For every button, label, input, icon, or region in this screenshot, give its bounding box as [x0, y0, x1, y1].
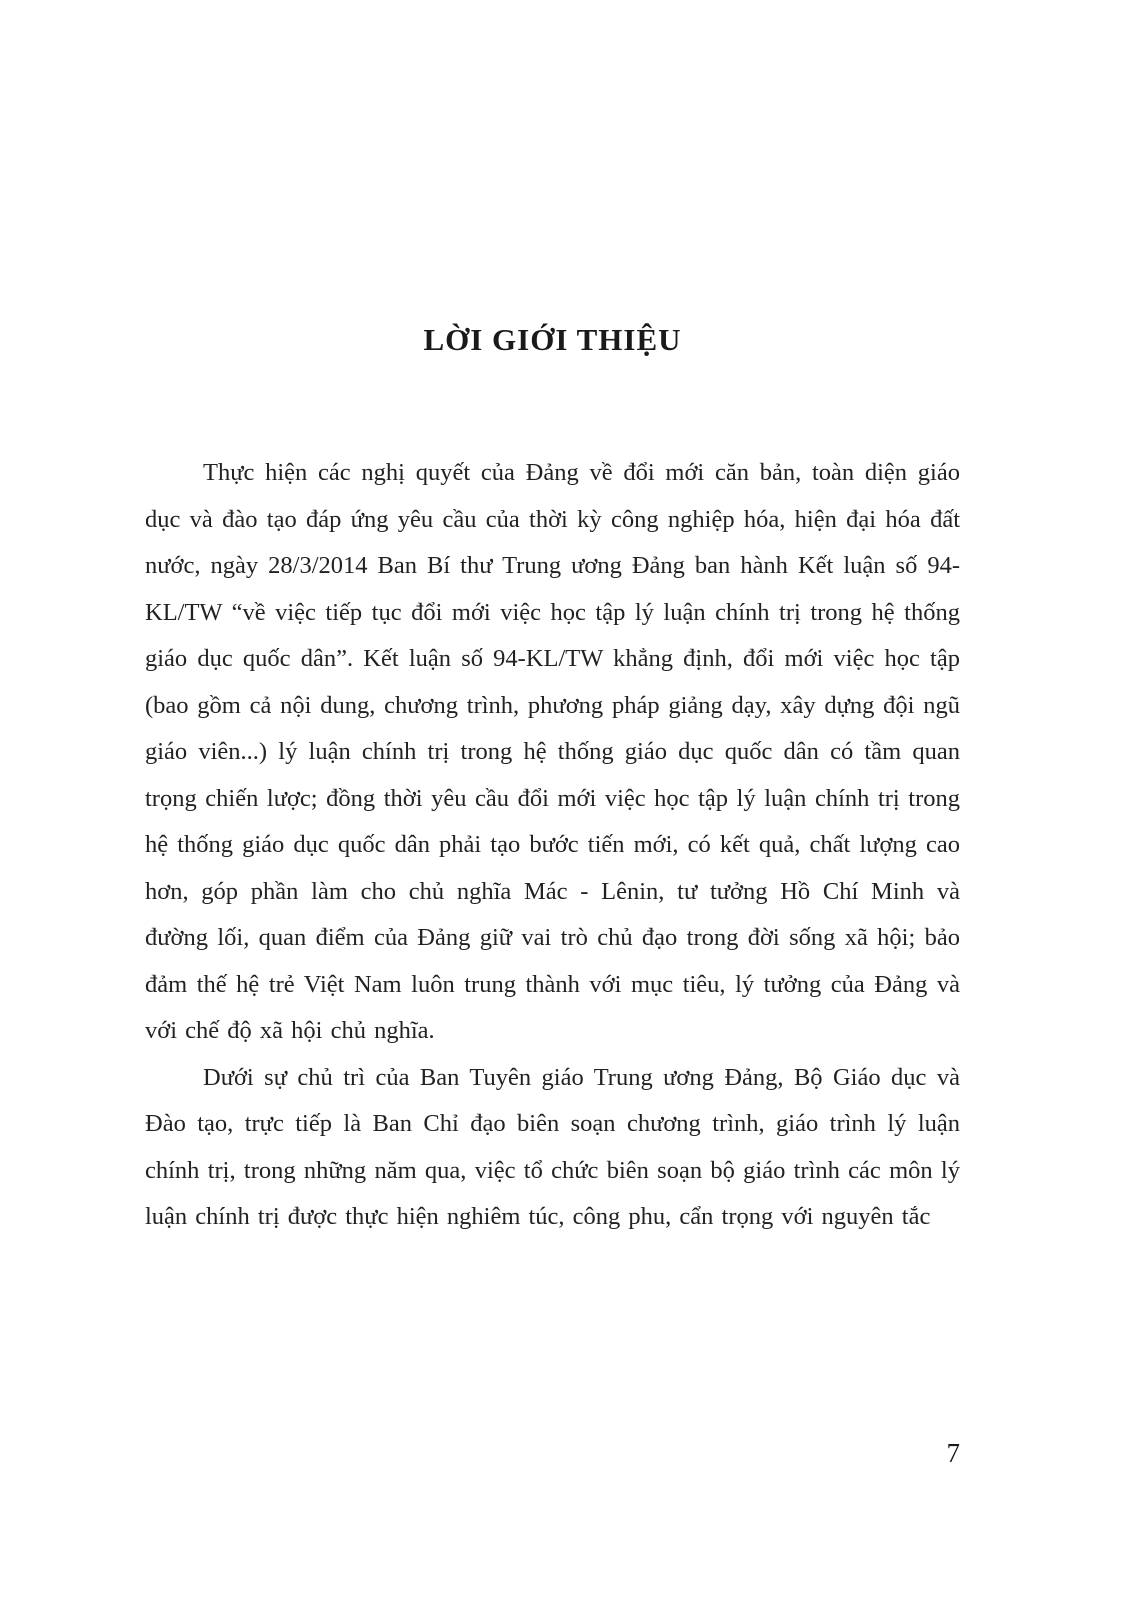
- paragraph-1: Thực hiện các nghị quyết của Đảng về đổi mới căn bản, toàn diện giáo dục và đào tạo đáp ứng yêu cầu của thời kỳ công nghiệp hóa, hiện đại hóa đất nước, ngày 28/3/2014 Ban Bí thư Trung ương Đảng ban hành Kết luận số 94-KL/TW “về việc tiếp tục đổi mới việc học tập lý luận chính trị trong hệ thống giáo dục quốc dân”. Kết luận số 94-KL/TW khẳng định, đổi mới việc học tập (bao gồm cả nội dung, chương trình, phương pháp giảng dạy, xây dựng đội ngũ giáo viên...) lý luận chính trị trong hệ thống giáo dục quốc dân có tầm quan trọng chiến lược; đồng thời yêu cầu đổi mới việc học tập lý luận chính trị trong hệ thống giáo dục quốc dân phải tạo bước tiến mới, có kết quả, chất lượng cao hơn, góp phần làm cho chủ nghĩa Mác - Lênin, tư tưởng Hồ Chí Minh và đường lối, quan điểm của Đảng giữ vai trò chủ đạo trong đời sống xã hội; bảo đảm thế hệ trẻ Việt Nam luôn trung thành với mục tiêu, lý tưởng của Đảng và với chế độ xã hội chủ nghĩa.: [145, 459, 960, 1044]
- page-number: 7: [946, 1438, 960, 1468]
- paragraph-2: Dưới sự chủ trì của Ban Tuyên giáo Trung ương Đảng, Bộ Giáo dục và Đào tạo, trực tiếp là Ban Chỉ đạo biên soạn chương trình, giáo trình lý luận chính trị, trong những năm qua, việc tổ chức biên soạn bộ giáo trình các môn lý luận chính trị được thực hiện nghiêm túc, công phu, cẩn trọng với nguyên tắc: [145, 1063, 960, 1230]
- page-title: LỜI GIỚI THIỆU: [423, 322, 682, 357]
- page-content: [145, 0, 960, 1241]
- body-text: [145, 450, 960, 1241]
